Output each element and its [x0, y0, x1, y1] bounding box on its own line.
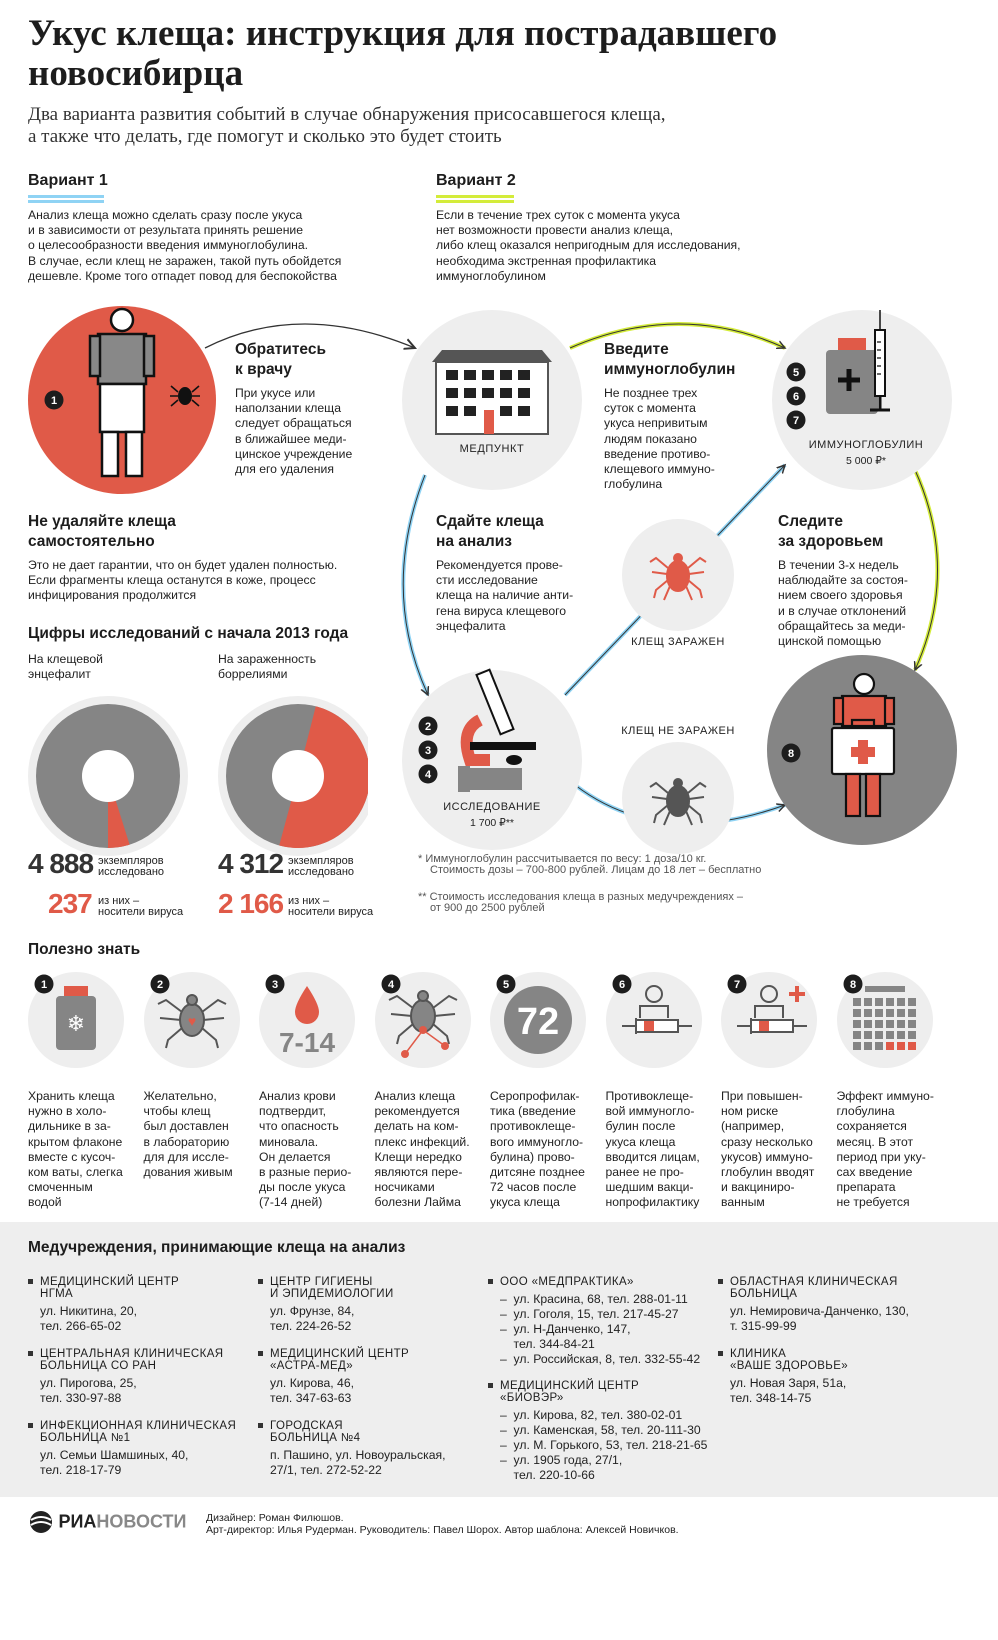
stat2-total-label: экземпляров исследовано — [288, 855, 355, 878]
institution-name: ЦЕНТР ГИГИЕНЫ И ЭПИДЕМИОЛОГИИ — [258, 1276, 483, 1300]
useful-text: Желательно, чтобы клещ был доставлен в лабораторию для для иссле- дования живым — [143, 1089, 233, 1180]
note-immuno: * Иммуноглобулин рассчитывается по весу: 1 доза/10 кг. Стоимость дозы – 700-800 рублей. Лицам до 18 лет – бесплатно — [418, 853, 762, 876]
bottle-snowflake-icon — [28, 968, 128, 1072]
health-text: В течении 3-х недель наблюдайте за состоя- нием своего здоровья и в случае отклонений обращайтесь за меди- цинской помощью — [778, 558, 908, 649]
useful-text: Эффект иммуно- глобулина сохраняется месяц. В этот период при уку- сах введение препарата не требуется — [836, 1089, 934, 1210]
institution-name: КЛИНИКА «ВАШЕ ЗДОРОВЬЕ» — [718, 1348, 943, 1372]
useful-item — [28, 968, 138, 1211]
institution-address: ул. Пирогова, 25, тел. 330-97-88 — [40, 1376, 137, 1405]
note-research: ** Стоимость исследования клеща в разных медучреждениях – от 900 до 2500 рублей — [418, 891, 744, 914]
institution-address: ул. Немировича-Данченко, 130, т. 315-99-99 — [730, 1304, 909, 1333]
stat1-total-label: экземпляров исследовано — [98, 855, 165, 878]
medpunkt-label: МЕДПУНКТ — [459, 443, 525, 455]
variant2-text: Если в течение трех суток с момента укуса нет возможности провести анализ клеща, либо клещ оказался непригодным для исследования, необходима экстренная профилактика иммуноглобулином — [436, 208, 741, 283]
institution-address: – ул. Красина, 68, тел. 288-01-11 – ул. Гоголя, 15, тел. 217-45-27 – ул. Н-Данченко, 147, тел. 344-84-21 – ул. Российская, 8, тел. 332-55-42 — [500, 1292, 701, 1366]
immuno-text: Не позднее трех суток с момента укуса непривитым людям показано введение противо- клещевого иммуно- глобулина — [604, 386, 715, 492]
calendar-icon — [837, 968, 937, 1072]
institution-entry — [258, 1348, 483, 1406]
tick-heart-icon — [144, 968, 244, 1072]
institution-entry — [488, 1276, 713, 1367]
donut-hole — [272, 750, 324, 802]
research-label: ИССЛЕДОВАНИЕ — [443, 801, 541, 813]
person-syringe-plus-icon — [721, 968, 821, 1072]
institution-entry — [718, 1276, 943, 1334]
institution-name: ООО «МЕДПРАКТИКА» — [488, 1276, 713, 1288]
institutions-list — [0, 1276, 998, 1491]
no-remove-title: Не удаляйте клеща самостоятельно — [28, 513, 176, 550]
useful-item — [144, 968, 254, 1180]
credits: Дизайнер: Роман Филюшов. Арт-директор: Илья Рудерман. Руководитель: Павел Шорох. Автор шаблона: Алексей Новичков. — [206, 1512, 679, 1536]
institution-name: МЕДИЦИНСКИЙ ЦЕНТР «БИОВЭР» — [488, 1380, 713, 1404]
useful-text: Анализ клеща рекомендуется делать на ком- плекс инфекций. Клещи нередко являются пере- носчиками болезни Лайма — [374, 1089, 470, 1210]
logo-ria-text: РИА — [58, 1511, 97, 1532]
tick-not-infected-label: КЛЕЩ НЕ ЗАРАЖЕН — [621, 725, 735, 737]
ria-globe-icon — [28, 1510, 54, 1534]
useful-item — [259, 968, 369, 1211]
svg-text:❄: ❄ — [66, 1011, 86, 1036]
useful-badge: 5 — [502, 979, 510, 991]
ria-logo — [28, 1510, 186, 1534]
useful-text: Противоклеще- вой иммуногло- булин после укуса клеща вводится лицам, ранее не про- шедшим вакци- нопрофилактику — [605, 1089, 700, 1210]
hours-72-icon — [490, 968, 590, 1072]
useful-text: Анализ крови подтвердит, что опасность миновала. Он делается в разные перио- ды после укуса (7-14 дней) — [259, 1089, 352, 1210]
useful-item — [375, 968, 485, 1211]
useful-badge: 7 — [733, 979, 741, 991]
institution-entry — [28, 1348, 253, 1406]
donut-charts — [28, 696, 368, 856]
useful-badge: 4 — [387, 979, 394, 991]
institution-name: МЕДИЦИНСКИЙ ЦЕНТР «АСТРА-МЕД» — [258, 1348, 483, 1372]
useful-text: При повышен- ном риске (например, сразу несколько укусов) иммуно- глобулин вводят и вакциниро- ванным — [721, 1089, 815, 1210]
page-subtitle: Два варианта развития событий в случае обнаружения присосавшегося клеща, а также что делать, где помогут и сколько это будет стоить — [28, 104, 666, 147]
label-7-14: 7-14 — [278, 1027, 336, 1058]
donut-encephalitis — [32, 700, 184, 852]
institution-entry — [718, 1348, 943, 1406]
svg-text:8: 8 — [787, 748, 795, 760]
institution-entry — [488, 1380, 713, 1483]
useful-badge: 6 — [618, 979, 625, 991]
stats-col2-label: На зараженность боррелиями — [218, 652, 317, 682]
institution-address: ул. Кирова, 46, тел. 347-63-63 — [270, 1376, 355, 1405]
institution-address: – ул. Кирова, 82, тел. 380-02-01 – ул. Каменская, 58, тел. 20-111-30 – ул. М. Горького, 53, тел. 218-21-65 – ул. 1905 года, 27/1, тел. 220-10-66 — [500, 1408, 708, 1482]
stat1-infected: 237 — [48, 888, 92, 919]
donut-borreliosis — [222, 700, 368, 852]
stat2-infected-label: из них – носители вируса — [288, 895, 374, 918]
stats-col1-label: На клещевой энцефалит — [28, 652, 103, 682]
variant1-underline-2 — [28, 200, 104, 203]
svg-text:3: 3 — [424, 745, 432, 757]
institution-address: ул. Новая Заря, 51а, тел. 348-14-75 — [730, 1376, 847, 1405]
institution-name: ЦЕНТРАЛЬНАЯ КЛИНИЧЕСКАЯ БОЛЬНИЦА СО РАН — [28, 1348, 253, 1372]
stats-heading: Цифры исследований с начала 2013 года — [28, 625, 349, 642]
logo-novosti-text: НОВОСТИ — [96, 1511, 187, 1532]
svg-text:2: 2 — [424, 721, 432, 733]
institutions-heading: Медучреждения, принимающие клеща на анализ — [28, 1239, 406, 1256]
useful-row — [0, 968, 998, 1218]
useful-text: Хранить клеща нужно в холо- дильнике в за- крытом флаконе вместе с кусоч- ком ваты, слегка смоченным водой — [28, 1089, 123, 1210]
useful-item — [721, 968, 831, 1211]
useful-badge: 1 — [40, 979, 48, 991]
useful-item — [490, 968, 600, 1211]
tick-infected-label: КЛЕЩ ЗАРАЖЕН — [631, 636, 725, 648]
institution-name: ОБЛАСТНАЯ КЛИНИЧЕСКАЯ БОЛЬНИЦА — [718, 1276, 943, 1300]
variant1-heading: Вариант 1 — [28, 172, 108, 189]
institution-address: ул. Никитина, 20, тел. 266-65-02 — [40, 1304, 138, 1333]
building-icon — [432, 350, 552, 434]
svg-text:5: 5 — [792, 367, 800, 379]
useful-item — [837, 968, 947, 1211]
institution-entry — [28, 1420, 253, 1478]
variant1-underline — [28, 195, 104, 198]
analysis-title: Сдайте клеща на анализ — [436, 513, 544, 550]
variant1-text: Анализ клеща можно сделать сразу после укуса и в зависимости от результата принять решение о целесообразности введения иммуноглобулина. В случае, если клещ не заражен, такой путь обойдется дешевле. Кроме того отпадет повод для беспокойства — [28, 208, 342, 283]
useful-heading: Полезно знать — [28, 941, 141, 958]
label-72: 72 — [516, 1001, 560, 1043]
donut-hole — [82, 750, 134, 802]
svg-text:1: 1 — [50, 395, 58, 407]
blood-drop-icon — [259, 968, 359, 1072]
institution-name: ИНФЕКЦИОННАЯ КЛИНИЧЕСКАЯ БОЛЬНИЦА №1 — [28, 1420, 253, 1444]
stat2-total: 4 312 — [218, 848, 284, 879]
stat1-total: 4 888 — [28, 848, 94, 879]
institution-name: ГОРОДСКАЯ БОЛЬНИЦА №4 — [258, 1420, 483, 1444]
stat2-infected: 2 166 — [218, 888, 284, 919]
useful-badge: 2 — [156, 979, 163, 991]
svg-text:♥: ♥ — [187, 1013, 196, 1029]
small-tick-icon — [170, 386, 200, 406]
institution-entry — [28, 1276, 253, 1334]
tick-network-icon — [375, 968, 475, 1072]
doctor-text: При укусе или наползании клеща следует обращаться в ближайшее меди- цинское учреждение для его удаления — [235, 386, 353, 477]
immuno-price: 5 000 ₽* — [846, 455, 886, 467]
useful-text: Серопрофилак- тика (введение противоклеще- вого иммуногло- булина) прово- дитсяне позднее 72 часов после укуса клеща — [490, 1089, 585, 1210]
useful-item — [606, 968, 716, 1211]
doctor-title: Обратитесь к врачу — [235, 341, 326, 378]
institution-entry — [258, 1420, 483, 1478]
svg-text:6: 6 — [792, 391, 800, 403]
institution-address: п. Пашино, ул. Новоуральская, 27/1, тел. 272-52-22 — [270, 1448, 446, 1477]
useful-badge: 3 — [271, 979, 279, 991]
stat1-infected-label: из них – носители вируса — [98, 895, 184, 918]
variant2-underline-2 — [436, 200, 514, 203]
institution-entry — [258, 1276, 483, 1334]
variant2-underline — [436, 195, 514, 198]
variant2-heading: Вариант 2 — [436, 172, 516, 189]
useful-badge: 8 — [849, 979, 856, 991]
institution-address: ул. Фрунзе, 84, тел. 224-26-52 — [270, 1304, 355, 1333]
health-title: Следите за здоровьем — [778, 513, 884, 550]
page-title: Укус клеща: инструкция для пострадавшего новосибирца — [28, 13, 778, 94]
research-price: 1 700 ₽** — [469, 817, 515, 829]
svg-text:7: 7 — [792, 415, 800, 427]
analysis-text: Рекомендуется прове- сти исследование клеща на наличие анти- гена вируса клещевого энцефалита — [436, 558, 574, 633]
institution-address: ул. Семьи Шамшиных, 40, тел. 218-17-79 — [40, 1448, 189, 1477]
immuno-label: ИММУНОГЛОБУЛИН — [808, 439, 924, 451]
svg-text:4: 4 — [424, 769, 432, 781]
person-syringe-icon — [606, 968, 706, 1072]
no-remove-text: Это не дает гарантии, что он будет удален полностью. Если фрагменты клеща останутся в коже, процесс инфицирования продолжится — [28, 558, 338, 603]
institution-name: МЕДИЦИНСКИЙ ЦЕНТР НГМА — [28, 1276, 253, 1300]
immuno-title: Введите иммуноглобулин — [604, 341, 736, 378]
